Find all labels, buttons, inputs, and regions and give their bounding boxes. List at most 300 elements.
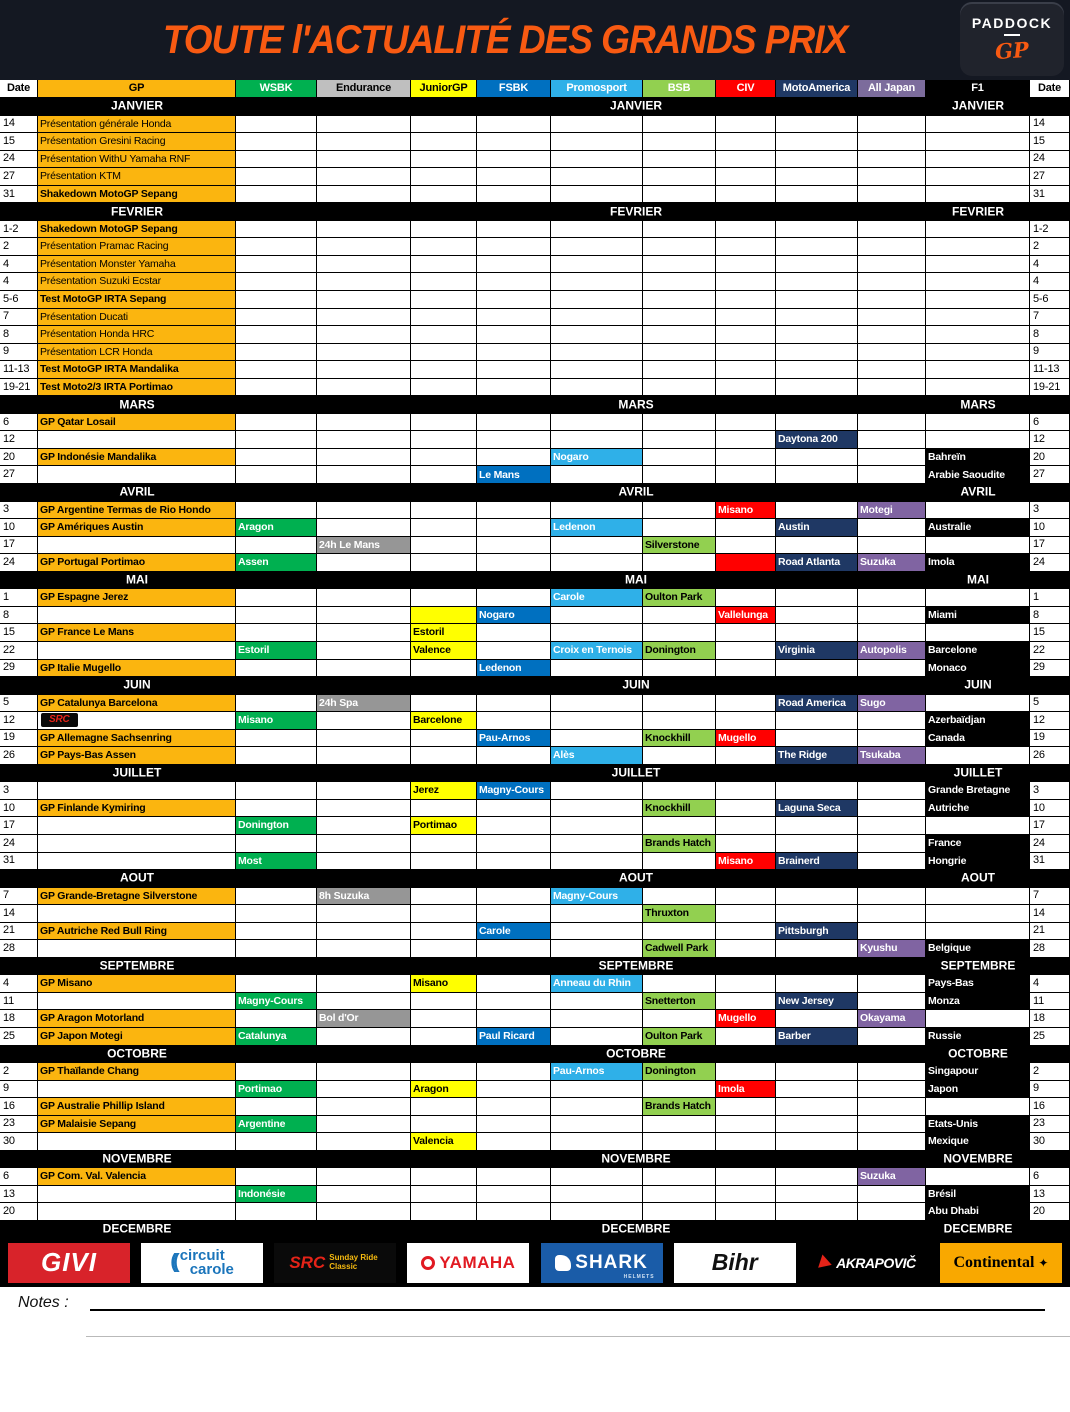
empty-cell: [317, 221, 411, 239]
empty-cell: [411, 660, 477, 678]
date-cell: 16: [1030, 1098, 1070, 1116]
column-header-civ: CIV: [716, 80, 776, 98]
empty-cell: [38, 1133, 236, 1151]
empty-cell: [236, 291, 317, 309]
empty-cell: [716, 940, 776, 958]
date-cell: 16: [0, 1098, 38, 1116]
event-cell-gp: GP Com. Val. Valencia: [38, 1168, 236, 1186]
event-cell-motoamerica: Laguna Seca: [776, 800, 858, 818]
event-cell-motoamerica: Barber: [776, 1028, 858, 1046]
empty-cell: [716, 309, 776, 327]
empty-cell: [551, 712, 643, 730]
event-cell-civ: Misano: [716, 853, 776, 871]
empty-cell: [477, 1081, 551, 1099]
event-cell-bsb: Donington: [643, 1063, 716, 1081]
empty-cell: [236, 449, 317, 467]
event-cell-gp: GP Finlande Kymiring: [38, 800, 236, 818]
event-cell-f1: Arabie Saoudite: [926, 466, 1030, 484]
empty-cell: [716, 1186, 776, 1204]
empty-cell: [643, 168, 716, 186]
empty-cell: [858, 238, 926, 256]
empty-cell: [317, 151, 411, 169]
date-cell: 15: [0, 624, 38, 642]
empty-cell: [858, 133, 926, 151]
tire-icon: ((: [170, 1251, 176, 1274]
date-cell: 31: [0, 853, 38, 871]
empty-cell: [716, 361, 776, 379]
empty-cell: [411, 800, 477, 818]
date-cell: 10: [0, 519, 38, 537]
empty-cell: [716, 1028, 776, 1046]
event-cell-bsb: Cadwell Park: [643, 940, 716, 958]
empty-cell: [926, 168, 1030, 186]
date-cell: 12: [1030, 712, 1070, 730]
empty-cell: [236, 379, 317, 397]
empty-cell: [858, 923, 926, 941]
notes-line-secondary: [86, 1336, 1070, 1337]
empty-cell: [776, 589, 858, 607]
month-row-octobre: [0, 1046, 1070, 1064]
empty-cell: [776, 1133, 858, 1151]
empty-cell: [858, 221, 926, 239]
month-label: JUIN: [622, 678, 650, 693]
empty-cell: [776, 466, 858, 484]
empty-cell: [477, 168, 551, 186]
empty-cell: [643, 1010, 716, 1028]
event-cell-endurance: 24h Spa: [317, 695, 411, 713]
empty-cell: [716, 782, 776, 800]
paddock-gp-logo: [960, 2, 1064, 76]
date-cell: 11: [0, 993, 38, 1011]
empty-cell: [411, 344, 477, 362]
empty-cell: [411, 309, 477, 327]
empty-cell: [236, 782, 317, 800]
column-header-motoamerica: MotoAmerica: [776, 80, 858, 98]
empty-cell: [716, 1116, 776, 1134]
empty-cell: [858, 379, 926, 397]
empty-cell: [551, 291, 643, 309]
empty-cell: [858, 291, 926, 309]
empty-cell: [236, 800, 317, 818]
empty-cell: [926, 589, 1030, 607]
month-label: OCTOBRE: [948, 1046, 1008, 1061]
event-cell-wsbk: Indonésie: [236, 1186, 317, 1204]
month-label: NOVEMBRE: [102, 1151, 172, 1166]
empty-cell: [551, 1028, 643, 1046]
empty-cell: [477, 554, 551, 572]
event-cell-wsbk: Donington: [236, 817, 317, 835]
empty-cell: [643, 747, 716, 765]
empty-cell: [776, 1063, 858, 1081]
date-cell: 22: [0, 642, 38, 660]
empty-cell: [716, 993, 776, 1011]
date-cell: 14: [1030, 116, 1070, 134]
date-cell: 5: [1030, 695, 1070, 713]
empty-cell: [643, 712, 716, 730]
empty-cell: [643, 975, 716, 993]
logo-givi: [8, 1243, 130, 1283]
empty-cell: [411, 730, 477, 748]
empty-cell: [776, 309, 858, 327]
carole-wordmark: [180, 1249, 234, 1276]
empty-cell: [411, 1168, 477, 1186]
empty-cell: [643, 1203, 716, 1221]
event-cell-gp: Test MotoGP IRTA Sepang: [38, 291, 236, 309]
empty-cell: [858, 888, 926, 906]
empty-cell: [317, 1098, 411, 1116]
month-label: SEPTEMBRE: [99, 958, 175, 973]
empty-cell: [236, 221, 317, 239]
empty-cell: [716, 923, 776, 941]
month-label: JANVIER: [110, 98, 164, 113]
event-cell-promosport: Pau-Arnos: [551, 1063, 643, 1081]
event-cell-f1: Belgique: [926, 940, 1030, 958]
date-cell: 2: [1030, 1063, 1070, 1081]
empty-cell: [477, 905, 551, 923]
empty-cell: [411, 116, 477, 134]
logo-continental: [940, 1243, 1062, 1283]
empty-cell: [236, 1063, 317, 1081]
date-cell: 8: [0, 607, 38, 625]
empty-cell: [716, 466, 776, 484]
empty-cell: [411, 361, 477, 379]
date-cell: 10: [0, 800, 38, 818]
event-cell-f1: Monaco: [926, 660, 1030, 678]
empty-cell: [411, 414, 477, 432]
event-cell-juniorgp: [411, 607, 477, 625]
event-cell-wsbk: Assen: [236, 554, 317, 572]
empty-cell: [317, 730, 411, 748]
empty-cell: [317, 186, 411, 204]
empty-cell: [236, 256, 317, 274]
empty-cell: [411, 888, 477, 906]
empty-cell: [236, 431, 317, 449]
empty-cell: [776, 168, 858, 186]
empty-cell: [411, 256, 477, 274]
empty-cell: [551, 1168, 643, 1186]
empty-cell: [317, 502, 411, 520]
empty-cell: [643, 817, 716, 835]
event-cell-bsb: Silverstone: [643, 537, 716, 555]
empty-cell: [858, 905, 926, 923]
empty-cell: [776, 730, 858, 748]
empty-cell: [551, 273, 643, 291]
month-label: JUIN: [123, 678, 151, 693]
empty-cell: [411, 905, 477, 923]
event-cell-gp: Présentation Monster Yamaha: [38, 256, 236, 274]
date-cell: 17: [1030, 537, 1070, 555]
empty-cell: [551, 1081, 643, 1099]
empty-cell: [551, 993, 643, 1011]
date-cell: 7: [0, 888, 38, 906]
empty-cell: [858, 1133, 926, 1151]
empty-cell: [858, 1081, 926, 1099]
event-cell-gp: Présentation LCR Honda: [38, 344, 236, 362]
empty-cell: [643, 379, 716, 397]
empty-cell: [776, 905, 858, 923]
empty-cell: [926, 344, 1030, 362]
date-cell: 1: [1030, 589, 1070, 607]
empty-cell: [926, 414, 1030, 432]
shark-fin-icon: [555, 1255, 571, 1271]
empty-cell: [716, 273, 776, 291]
month-row-decembre: [0, 1221, 1070, 1239]
empty-cell: [477, 431, 551, 449]
date-cell: 25: [1030, 1028, 1070, 1046]
date-cell: 6: [1030, 1168, 1070, 1186]
empty-cell: [411, 1098, 477, 1116]
empty-cell: [716, 256, 776, 274]
empty-cell: [716, 133, 776, 151]
event-cell-wsbk: Portimao: [236, 1081, 317, 1099]
event-cell-gp: Shakedown MotoGP Sepang: [38, 186, 236, 204]
calendar-table: [0, 80, 1070, 1239]
logo-yamaha: [407, 1243, 529, 1283]
date-cell: 30: [0, 1133, 38, 1151]
empty-cell: [776, 414, 858, 432]
event-cell-gp: GP Aragon Motorland: [38, 1010, 236, 1028]
empty-cell: [477, 519, 551, 537]
empty-cell: [551, 695, 643, 713]
empty-cell: [716, 168, 776, 186]
logo-circuit-carole: [141, 1243, 263, 1283]
month-label: OCTOBRE: [107, 1046, 167, 1061]
date-cell: 26: [0, 747, 38, 765]
empty-cell: [858, 466, 926, 484]
empty-cell: [926, 817, 1030, 835]
date-cell: 27: [1030, 466, 1070, 484]
date-cell: 6: [1030, 414, 1070, 432]
event-cell-gp: [38, 712, 236, 730]
empty-cell: [477, 221, 551, 239]
empty-cell: [477, 326, 551, 344]
empty-cell: [858, 660, 926, 678]
empty-cell: [317, 291, 411, 309]
empty-cell: [477, 449, 551, 467]
event-cell-bsb: Snetterton: [643, 993, 716, 1011]
date-cell: 23: [1030, 1116, 1070, 1134]
empty-cell: [858, 782, 926, 800]
empty-cell: [643, 361, 716, 379]
empty-cell: [551, 853, 643, 871]
empty-cell: [236, 1010, 317, 1028]
event-cell-motoamerica: Virginia: [776, 642, 858, 660]
event-cell-bsb: Knockhill: [643, 730, 716, 748]
event-cell-wsbk: Magny-Cours: [236, 993, 317, 1011]
empty-cell: [643, 888, 716, 906]
empty-cell: [551, 1010, 643, 1028]
event-cell-gp: GP Allemagne Sachsenring: [38, 730, 236, 748]
event-cell-bsb: Oulton Park: [643, 589, 716, 607]
event-cell-gp: GP Japon Motegi: [38, 1028, 236, 1046]
empty-cell: [477, 853, 551, 871]
date-cell: 24: [0, 151, 38, 169]
event-cell-gp: Présentation générale Honda: [38, 116, 236, 134]
event-cell-motoamerica: Daytona 200: [776, 431, 858, 449]
empty-cell: [317, 431, 411, 449]
event-cell-gp: GP Amériques Austin: [38, 519, 236, 537]
empty-cell: [926, 431, 1030, 449]
event-cell-endurance: 8h Suzuka: [317, 888, 411, 906]
empty-cell: [926, 923, 1030, 941]
empty-cell: [643, 133, 716, 151]
empty-cell: [776, 782, 858, 800]
empty-cell: [236, 1098, 317, 1116]
month-label: JANVIER: [609, 98, 663, 113]
empty-cell: [317, 624, 411, 642]
empty-cell: [317, 993, 411, 1011]
empty-cell: [858, 1186, 926, 1204]
event-cell-alljapan: Suzuka: [858, 554, 926, 572]
empty-cell: [643, 238, 716, 256]
empty-cell: [716, 888, 776, 906]
empty-cell: [236, 273, 317, 291]
empty-cell: [926, 361, 1030, 379]
event-cell-alljapan: Sugo: [858, 695, 926, 713]
empty-cell: [858, 273, 926, 291]
column-header-endurance: Endurance: [317, 80, 411, 98]
empty-cell: [716, 817, 776, 835]
event-cell-fsbk: Carole: [477, 923, 551, 941]
event-cell-fsbk: Ledenon: [477, 660, 551, 678]
column-header-fsbk: FSBK: [477, 80, 551, 98]
empty-cell: [236, 466, 317, 484]
empty-cell: [776, 133, 858, 151]
empty-cell: [477, 817, 551, 835]
givi-wordmark: GIVI: [40, 1247, 97, 1278]
event-cell-f1: Canada: [926, 730, 1030, 748]
empty-cell: [236, 624, 317, 642]
date-cell: 6: [0, 414, 38, 432]
column-header-juniorgp: JuniorGP: [411, 80, 477, 98]
empty-cell: [716, 712, 776, 730]
empty-cell: [551, 923, 643, 941]
month-row-mai: [0, 572, 1070, 590]
event-cell-civ: Mugello: [716, 730, 776, 748]
empty-cell: [551, 940, 643, 958]
empty-cell: [477, 537, 551, 555]
empty-cell: [317, 168, 411, 186]
empty-cell: [926, 537, 1030, 555]
event-cell-juniorgp: Misano: [411, 975, 477, 993]
empty-cell: [858, 712, 926, 730]
empty-cell: [926, 747, 1030, 765]
date-cell: 31: [0, 186, 38, 204]
date-cell: 5-6: [0, 291, 38, 309]
empty-cell: [643, 449, 716, 467]
date-cell: 1-2: [1030, 221, 1070, 239]
empty-cell: [317, 1028, 411, 1046]
empty-cell: [551, 782, 643, 800]
column-header-promosport: Promosport: [551, 80, 643, 98]
month-label: MARS: [960, 397, 996, 412]
month-label: AOUT: [120, 871, 154, 886]
empty-cell: [776, 537, 858, 555]
empty-cell: [858, 344, 926, 362]
event-cell-motoamerica: Brainerd: [776, 853, 858, 871]
empty-cell: [858, 1098, 926, 1116]
event-cell-f1: Imola: [926, 554, 1030, 572]
continental-wordmark: Continental: [953, 1253, 1035, 1271]
empty-cell: [317, 923, 411, 941]
empty-cell: [236, 1203, 317, 1221]
empty-cell: [411, 326, 477, 344]
month-label: FEVRIER: [951, 204, 1005, 219]
empty-cell: [716, 905, 776, 923]
empty-cell: [551, 186, 643, 204]
empty-cell: [38, 817, 236, 835]
empty-cell: [317, 116, 411, 134]
empty-cell: [411, 186, 477, 204]
date-cell: 27: [0, 168, 38, 186]
notes-label: Notes :: [18, 1293, 69, 1311]
empty-cell: [858, 256, 926, 274]
empty-cell: [776, 1186, 858, 1204]
empty-cell: [551, 221, 643, 239]
date-cell: 23: [0, 1116, 38, 1134]
empty-cell: [477, 344, 551, 362]
empty-cell: [317, 414, 411, 432]
empty-cell: [236, 326, 317, 344]
date-cell: 10: [1030, 519, 1070, 537]
empty-cell: [477, 116, 551, 134]
carole-line1: circuit: [179, 1247, 225, 1265]
event-cell-motoamerica: New Jersey: [776, 993, 858, 1011]
event-cell-wsbk: Aragon: [236, 519, 317, 537]
empty-cell: [317, 554, 411, 572]
empty-cell: [38, 431, 236, 449]
empty-cell: [236, 1168, 317, 1186]
empty-cell: [411, 853, 477, 871]
empty-cell: [411, 133, 477, 151]
event-cell-gp: GP Catalunya Barcelona: [38, 695, 236, 713]
event-cell-promosport: Croix en Ternois: [551, 642, 643, 660]
event-cell-motoamerica: Road America: [776, 695, 858, 713]
paddock-logo-gp: GP: [994, 36, 1030, 65]
empty-cell: [411, 168, 477, 186]
empty-cell: [317, 519, 411, 537]
empty-cell: [858, 151, 926, 169]
empty-cell: [236, 888, 317, 906]
event-cell-promosport: Anneau du Rhin: [551, 975, 643, 993]
event-cell-gp: Shakedown MotoGP Sepang: [38, 221, 236, 239]
empty-cell: [926, 273, 1030, 291]
empty-cell: [776, 975, 858, 993]
month-label: JUILLET: [611, 765, 661, 780]
event-cell-f1: Singapour: [926, 1063, 1030, 1081]
date-cell: 14: [1030, 905, 1070, 923]
empty-cell: [551, 168, 643, 186]
empty-cell: [643, 344, 716, 362]
event-cell-bsb: Oulton Park: [643, 1028, 716, 1046]
empty-cell: [317, 853, 411, 871]
empty-cell: [411, 1028, 477, 1046]
date-cell: 15: [1030, 624, 1070, 642]
date-cell: 3: [0, 782, 38, 800]
event-cell-promosport: Magny-Cours: [551, 888, 643, 906]
date-cell: 8: [1030, 326, 1070, 344]
month-label: MARS: [119, 397, 155, 412]
empty-cell: [411, 1116, 477, 1134]
empty-cell: [858, 1203, 926, 1221]
event-cell-civ: Misano: [716, 502, 776, 520]
empty-cell: [317, 712, 411, 730]
empty-cell: [776, 1116, 858, 1134]
event-cell-gp: GP France Le Mans: [38, 624, 236, 642]
event-cell-juniorgp: Valencia: [411, 1133, 477, 1151]
empty-cell: [858, 975, 926, 993]
empty-cell: [551, 554, 643, 572]
